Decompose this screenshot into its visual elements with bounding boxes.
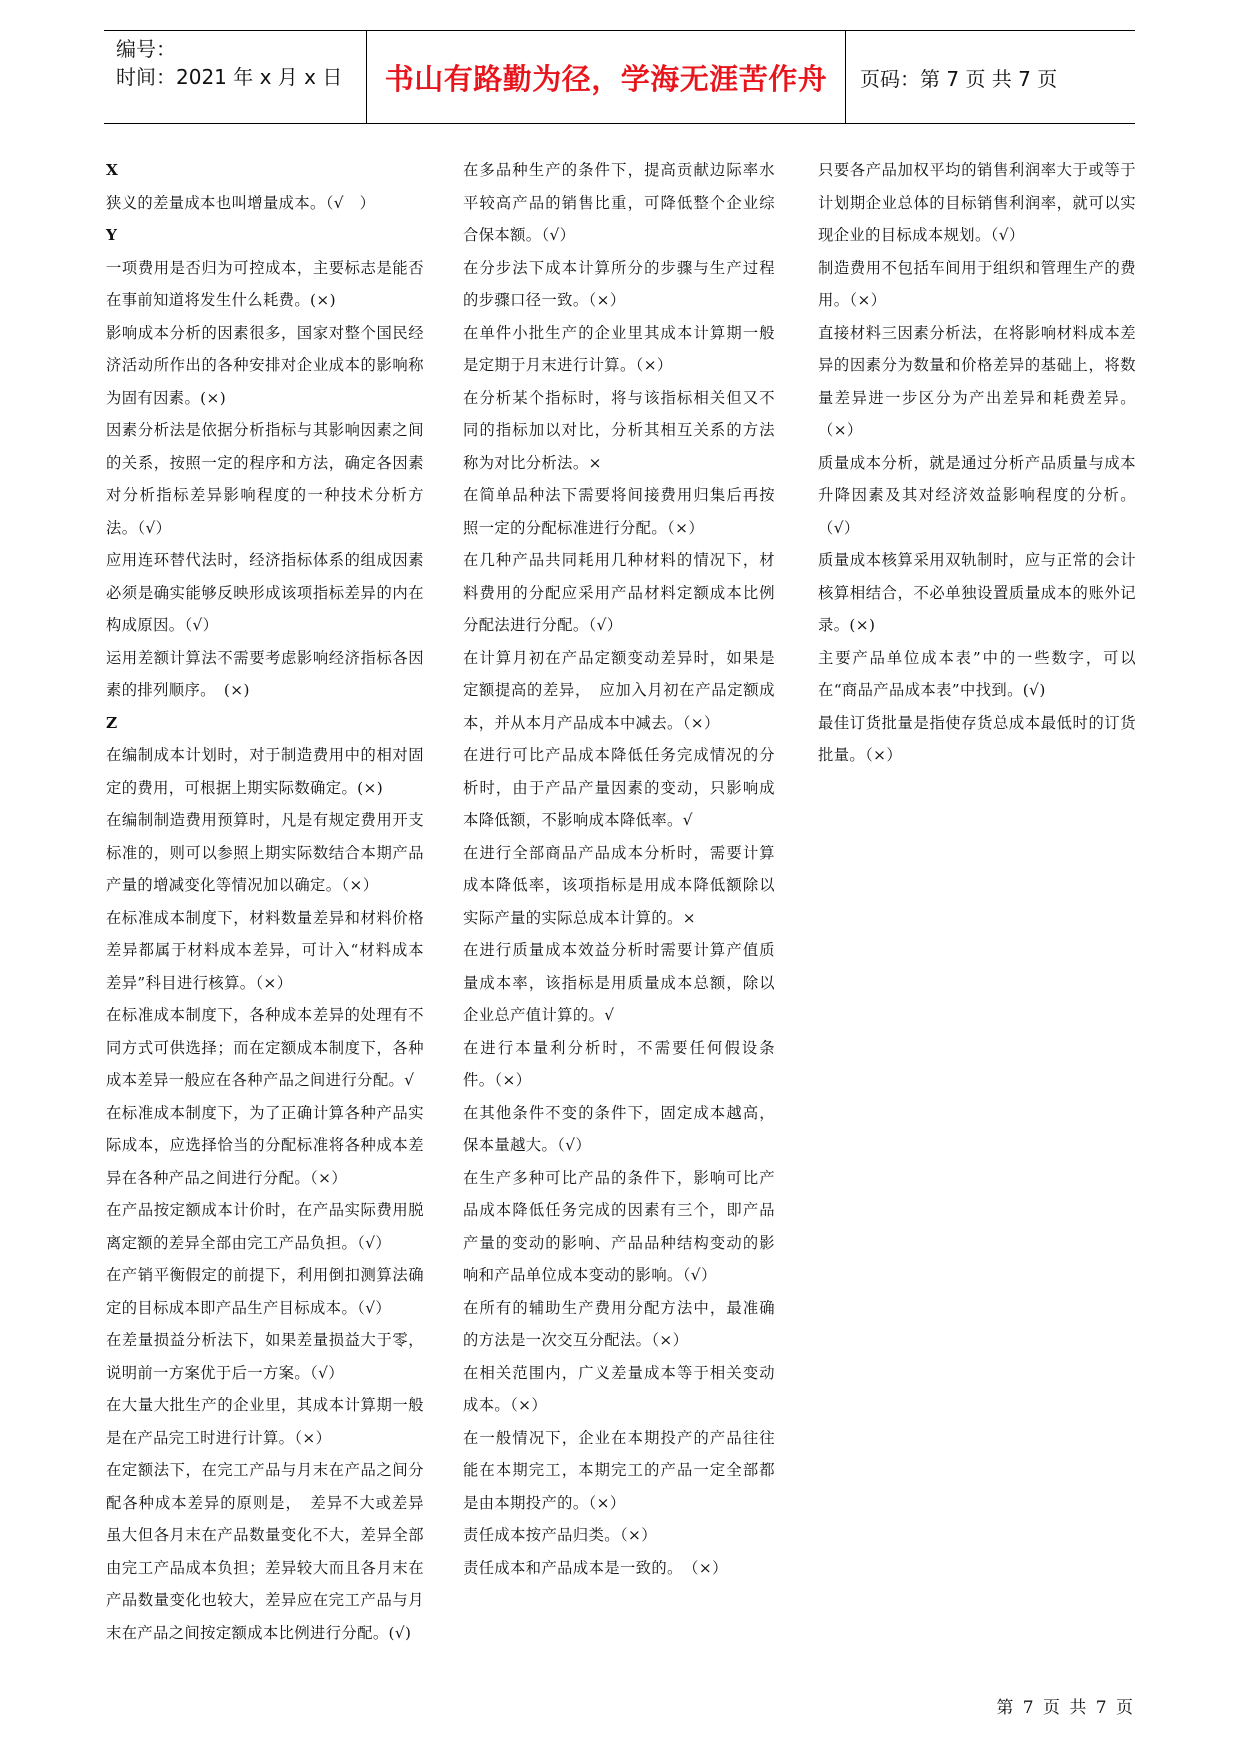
header-page-cell: [846, 31, 1135, 123]
true-false-item: 运用差额计算法不需要考虑影响经济指标各因素的排列顺序。 (×): [106, 648, 424, 699]
true-false-item: 在进行本量利分析时，不需要任何假设条件。（×）: [463, 1038, 775, 1089]
content-column-2: [463, 154, 775, 1584]
motto-text: 书山有路勤为径，学海无涯苦作舟: [384, 61, 828, 96]
true-false-item: 只要各产品加权平均的销售利润率大于或等于计划期企业总体的目标销售利润率，就可以实现企业的目标成本规划。（√）: [818, 161, 1136, 244]
true-false-item: 主要产品单位成本表”中的一些数字，可以在“商品产品成本表”中找到。(√): [818, 648, 1136, 699]
header-motto-cell: [367, 31, 846, 123]
true-false-item: 在生产多种可比产品的条件下，影响可比产品成本降低任务完成的因素有三个，即产品产量的变动的影响、产品品种结构变动的影响和产品单位成本变动的影响。（√）: [463, 1168, 775, 1284]
true-false-item: 质量成本核算采用双轨制时，应与正常的会计核算相结合，不必单独设置质量成本的账外记录。(×): [818, 551, 1136, 634]
true-false-item: 狭义的差量成本也叫增量成本。（√ ）: [106, 193, 376, 212]
document-number-label: 编号：: [116, 37, 176, 61]
true-false-item: 在大量大批生产的企业里，其成本计算期一般是在产品完工时进行计算。（×）: [106, 1396, 424, 1447]
true-false-item: 质量成本分析，就是通过分析产品质量与成本升降因素及其对经济效益影响程度的分析。（√）: [818, 453, 1136, 537]
true-false-item: 在产品按定额成本计价时，在产品实际费用脱离定额的差异全部由完工产品负担。（√）: [106, 1201, 424, 1252]
true-false-item: 在标准成本制度下，为了正确计算各种产品实际成本，应选择恰当的分配标准将各种成本差异在各种产品之间进行分配。（×）: [106, 1103, 424, 1187]
true-false-item: 在计算月初在产品定额变动差异时，如果是定额提高的差异， 应加入月初在产品定额成本，并从本月产品成本中减去。（×）: [463, 648, 775, 732]
true-false-item: 在进行可比产品成本降低任务完成情况的分析时，由于产品产量因素的变动，只影响成本降低额，不影响成本降低率。√: [463, 746, 775, 829]
section-letter-heading: X: [106, 161, 119, 179]
content-column-3: [818, 154, 1136, 772]
true-false-item: 责任成本和产品成本是一致的。 （×）: [463, 1558, 728, 1577]
true-false-item: 在相关范围内，广义差量成本等于相关变动成本。（×）: [463, 1363, 775, 1414]
true-false-item: 因素分析法是依据分析指标与其影响因素之间的关系，按照一定的程序和方法，确定各因素对分析指标差异影响程度的一种技术分析方法。（√）: [106, 421, 424, 537]
true-false-item: 在进行质量成本效益分析时需要计算产值质量成本率，该指标是用质量成本总额，除以企业总产值计算的。√: [463, 941, 775, 1024]
true-false-item: 在差量损益分析法下，如果差量损益大于零，说明前一方案优于后一方案。（√）: [106, 1331, 424, 1382]
page-header: [104, 30, 1135, 124]
true-false-item: 制造费用不包括车间用于组织和管理生产的费用。（×）: [818, 258, 1136, 309]
header-info-cell: [104, 31, 367, 123]
true-false-item: 在所有的辅助生产费用分配方法中，最准确的方法是一次交互分配法。（×）: [463, 1298, 775, 1349]
true-false-item: 在编制制造费用预算时，凡是有规定费用开支标准的，则可以参照上期实际数结合本期产品产量的增减变化等情况加以确定。（×）: [106, 811, 424, 894]
section-letter-heading: Z: [106, 713, 118, 732]
true-false-item: 在定额法下，在完工产品与月末在产品之间分配各种成本差异的原则是， 差异不大或差异虽大但各月末在产品数量变化不大，差异全部由完工产品成本负担；差异较大而且各月末在产品数量变化也较大，差异应在完工产品与月末在产品之间按定额成本比例进行分配。(√): [106, 1461, 424, 1642]
true-false-item: 一项费用是否归为可控成本，主要标志是能否在事前知道将发生什么耗费。(×): [106, 258, 424, 309]
true-false-item: 在产销平衡假定的前提下，利用倒扣测算法确定的目标成本即产品生产目标成本。（√）: [106, 1266, 424, 1317]
true-false-item: 在单件小批生产的企业里其成本计算期一般是定期于月末进行计算。（×）: [463, 323, 775, 374]
true-false-item: 在分析某个指标时，将与该指标相关但又不同的指标加以对比，分析其相互关系的方法称为对比分析法。×: [463, 388, 775, 472]
true-false-item: 直接材料三因素分析法，在将影响材料成本差异的因素分为数量和价格差异的基础上，将数量差异进一步区分为产出差异和耗费差异。（×）: [818, 323, 1136, 439]
true-false-item: 在其他条件不变的条件下，固定成本越高，保本量越大。（√）: [463, 1103, 775, 1154]
document-time-label: 时间：2021 年 x 月 x 日: [116, 65, 343, 89]
true-false-item: 在标准成本制度下，各种成本差异的处理有不同方式可供选择；而在定额成本制度下，各种成本差异一般应在各种产品之间进行分配。√: [106, 1006, 424, 1089]
true-false-item: 在编制成本计划时，对于制造费用中的相对固定的费用，可根据上期实际数确定。(×): [106, 746, 424, 797]
section-letter-heading: Y: [106, 226, 118, 244]
true-false-item: 责任成本按产品归类。（×）: [463, 1526, 657, 1544]
header-page-label: 页码：第 7 页 共 7 页: [860, 66, 1058, 91]
true-false-item: 在标准成本制度下，材料数量差异和材料价格差异都属于材料成本差异，可计入“材料成本差异”科目进行核算。（×）: [106, 908, 424, 992]
content-column-1: [106, 154, 424, 1649]
page-footer: 第 7 页 共 7 页: [996, 1698, 1135, 1718]
true-false-item: 在一般情况下，企业在本期投产的产品往往能在本期完工，本期完工的产品一定全部都是由本期投产的。（×）: [463, 1428, 775, 1512]
true-false-item: 在几种产品共同耗用几种材料的情况下，材料费用的分配应采用产品材料定额成本比例分配法进行分配。（√）: [463, 551, 775, 634]
true-false-item: 应用连环替代法时，经济指标体系的组成因素必须是确实能够反映形成该项指标差异的内在构成原因。（√）: [106, 551, 424, 634]
true-false-item: 在分步法下成本计算所分的步骤与生产过程的步骤口径一致。（×）: [463, 258, 775, 309]
true-false-item: 最佳订货批量是指使存货总成本最低时的订货批量。（×）: [818, 713, 1136, 764]
true-false-item: 在进行全部商品产品成本分析时，需要计算成本降低率，该项指标是用成本降低额除以实际产量的实际总成本计算的。×: [463, 843, 775, 927]
true-false-item: 在简单品种法下需要将间接费用归集后再按照一定的分配标准进行分配。（×）: [463, 486, 775, 537]
true-false-item: 影响成本分析的因素很多，国家对整个国民经济活动所作出的各种安排对企业成本的影响称为固有因素。(×): [106, 323, 424, 407]
true-false-item: 在多品种生产的条件下，提高贡献边际率水平较高产品的销售比重，可降低整个企业综合保本额。（√）: [463, 161, 775, 244]
